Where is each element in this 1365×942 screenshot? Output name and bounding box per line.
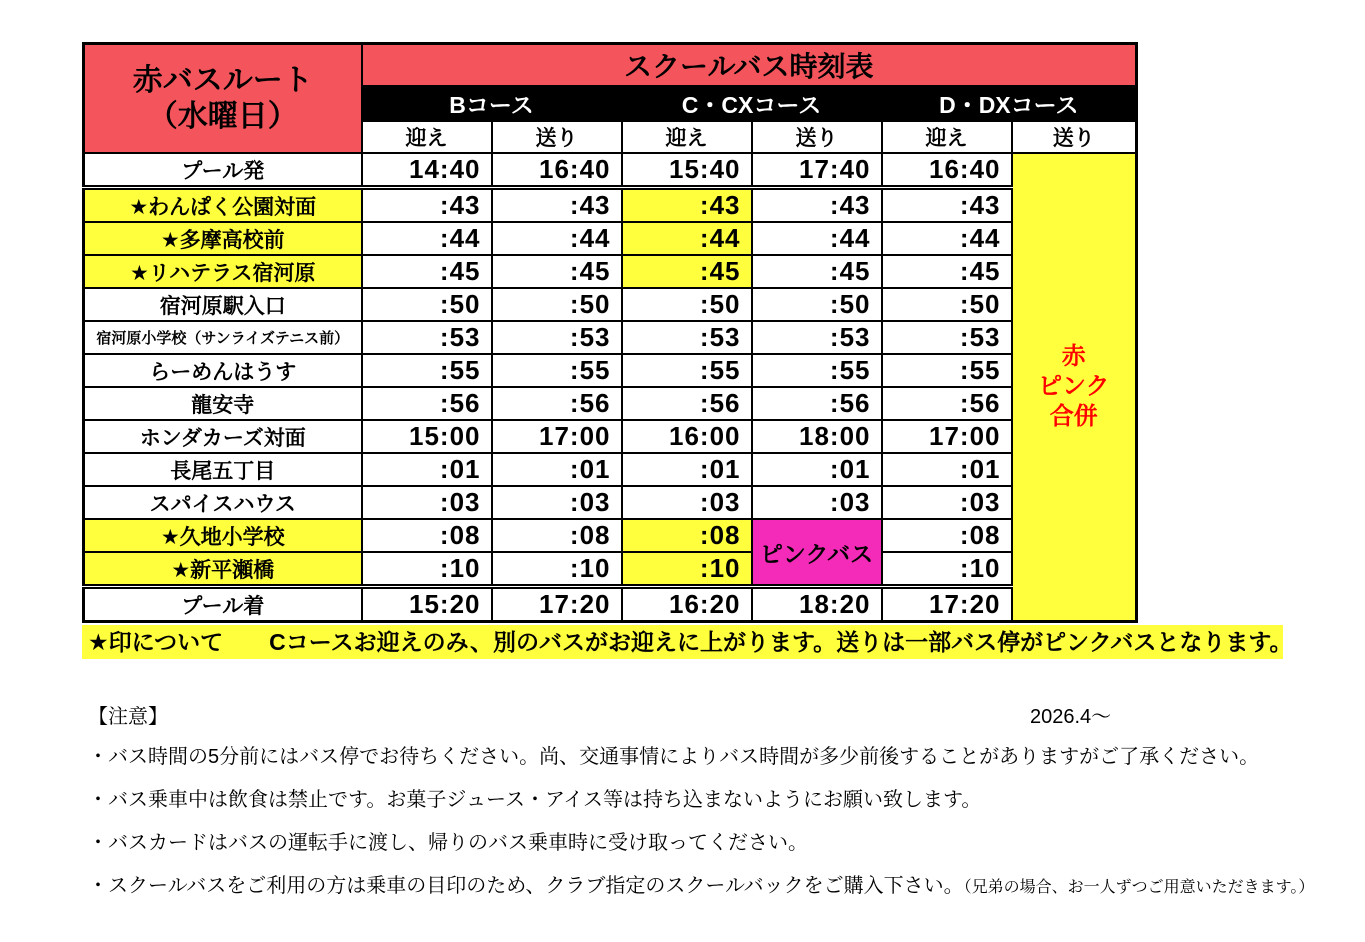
time-cell: :03: [362, 486, 492, 519]
route-title-line2: （水曜日）: [147, 99, 298, 133]
notes-section: [88, 703, 1314, 915]
time-cell: :43: [882, 188, 1012, 223]
time-cell: :56: [882, 387, 1012, 420]
note-item: [88, 786, 1314, 816]
time-cell: :55: [492, 354, 622, 387]
dir-c-dropoff: 送り: [752, 121, 882, 153]
dir-b-dropoff: 送り: [492, 121, 622, 153]
stop-name-cell: ★久地小学校: [84, 519, 362, 552]
timetable-header: [84, 44, 1137, 154]
note-text: ・バスカードはバスの運転手に渡し、帰りのバス乗車時に受け取ってください。: [88, 832, 808, 854]
time-cell: 16:20: [622, 587, 752, 622]
time-cell: :01: [752, 453, 882, 486]
course-header-c: C・CXコース: [622, 86, 882, 121]
stop-name-cell: らーめんはうす: [84, 354, 362, 387]
time-cell: :44: [492, 222, 622, 255]
note-text: ・バス時間の5分前にはバス停でお待ちください。尚、交通事情によりバス時間が多少前後することがありますがご了承ください。: [88, 746, 1260, 768]
time-cell: 17:40: [752, 153, 882, 188]
time-cell: :45: [492, 255, 622, 288]
time-cell: :08: [362, 519, 492, 552]
time-cell: :56: [752, 387, 882, 420]
time-cell: :53: [622, 321, 752, 354]
route-title-cell: [84, 44, 362, 154]
time-cell: :45: [882, 255, 1012, 288]
time-cell: :44: [752, 222, 882, 255]
time-cell: 16:40: [882, 153, 1012, 188]
time-cell: :44: [622, 222, 752, 255]
stop-name-cell: 長尾五丁目: [84, 453, 362, 486]
time-cell: :55: [882, 354, 1012, 387]
table-row: [84, 222, 1137, 255]
time-cell: :50: [752, 288, 882, 321]
table-row: [84, 420, 1137, 453]
time-cell: 15:00: [362, 420, 492, 453]
time-cell: :10: [362, 552, 492, 587]
effective-date: 2026.4～: [1030, 706, 1112, 728]
time-cell: :53: [882, 321, 1012, 354]
time-cell: :03: [882, 486, 1012, 519]
time-cell: 17:00: [882, 420, 1012, 453]
time-cell: :45: [752, 255, 882, 288]
time-cell: :01: [882, 453, 1012, 486]
time-cell: :01: [362, 453, 492, 486]
notes-header-row: [88, 703, 1288, 731]
time-cell: 18:20: [752, 587, 882, 622]
table-row: [84, 255, 1137, 288]
time-cell: :45: [362, 255, 492, 288]
stop-name-cell: ★リハテラス宿河原: [84, 255, 362, 288]
dir-b-pickup: 迎え: [362, 121, 492, 153]
time-cell: :10: [622, 552, 752, 587]
time-cell: :53: [362, 321, 492, 354]
time-cell: 17:20: [492, 587, 622, 622]
timetable-section: [82, 42, 1293, 659]
table-row: [84, 188, 1137, 223]
time-cell: :53: [492, 321, 622, 354]
table-row: [84, 486, 1137, 519]
time-cell: :56: [622, 387, 752, 420]
star-footnote: ★印について Cコースお迎えのみ、別のバスがお迎えに上がります。送りは一部バス停がピンクバスとなります。: [82, 625, 1283, 659]
route-title-line1: 赤バスルート: [132, 63, 313, 97]
stop-name-cell: 宿河原小学校（サンライズテニス前）: [84, 321, 362, 354]
time-cell: :53: [752, 321, 882, 354]
dir-d-dropoff: 送り: [1012, 121, 1137, 153]
note-item: [88, 743, 1314, 773]
table-row: [84, 519, 1137, 552]
table-row: [84, 387, 1137, 420]
time-cell: :56: [362, 387, 492, 420]
time-cell: :03: [622, 486, 752, 519]
table-row: [84, 552, 1137, 587]
time-cell: :08: [492, 519, 622, 552]
note-item: [88, 829, 1314, 859]
time-cell: :44: [882, 222, 1012, 255]
time-cell: :01: [492, 453, 622, 486]
stop-name-cell: プール発: [84, 153, 362, 188]
pink-bus-cell: ピンクバス: [752, 519, 882, 587]
note-text: ・バス乗車中は飲食は禁止です。お菓子ジュース・アイス等は持ち込まないようにお願い致します。: [88, 789, 982, 811]
time-cell: :43: [492, 188, 622, 223]
time-cell: :43: [362, 188, 492, 223]
stop-name-cell: ★新平瀬橋: [84, 552, 362, 587]
time-cell: 14:40: [362, 153, 492, 188]
note-text: ・スクールバスをご利用の方は乗車の目印のため、クラブ指定のスクールバックをご購入下さい。: [88, 875, 964, 897]
time-cell: :56: [492, 387, 622, 420]
time-cell: :55: [362, 354, 492, 387]
course-header-d: D・DXコース: [882, 86, 1137, 121]
time-cell: :50: [622, 288, 752, 321]
stop-name-cell: ★わんぱく公園対面: [84, 188, 362, 223]
time-cell: :03: [752, 486, 882, 519]
time-cell: 16:00: [622, 420, 752, 453]
merge-note-line: 赤: [1061, 343, 1086, 370]
time-cell: :55: [752, 354, 882, 387]
table-row: [84, 288, 1137, 321]
table-title: スクールバス時刻表: [362, 44, 1137, 87]
time-cell: :08: [622, 519, 752, 552]
time-cell: :03: [492, 486, 622, 519]
table-row: [84, 153, 1137, 188]
time-cell: :43: [622, 188, 752, 223]
time-cell: :50: [362, 288, 492, 321]
stop-name-cell: 宿河原駅入口: [84, 288, 362, 321]
stop-name-cell: スパイスハウス: [84, 486, 362, 519]
time-cell: :50: [492, 288, 622, 321]
time-cell: 16:40: [492, 153, 622, 188]
merge-note-line: ピンク: [1038, 373, 1110, 400]
time-cell: 15:40: [622, 153, 752, 188]
notes-heading: 【注意】: [88, 706, 168, 728]
stop-name-cell: 龍安寺: [84, 387, 362, 420]
merge-note-cell: [1012, 153, 1137, 622]
time-cell: :50: [882, 288, 1012, 321]
time-cell: 17:00: [492, 420, 622, 453]
stop-name-cell: ★多摩高校前: [84, 222, 362, 255]
table-row: [84, 354, 1137, 387]
table-row: [84, 587, 1137, 622]
time-cell: :10: [882, 552, 1012, 587]
time-cell: 15:20: [362, 587, 492, 622]
time-cell: :01: [622, 453, 752, 486]
timetable-body: [84, 153, 1137, 622]
table-row: [84, 453, 1137, 486]
dir-c-pickup: 迎え: [622, 121, 752, 153]
bus-timetable: [82, 42, 1138, 623]
time-cell: :43: [752, 188, 882, 223]
time-cell: 18:00: [752, 420, 882, 453]
note-subtext: （兄弟の場合、お一人ずつご用意いただきます。）: [963, 879, 1315, 896]
table-row: [84, 321, 1137, 354]
merge-note-line: 合併: [1049, 403, 1098, 430]
time-cell: :44: [362, 222, 492, 255]
note-item: [88, 872, 1314, 902]
time-cell: :08: [882, 519, 1012, 552]
stop-name-cell: プール着: [84, 587, 362, 622]
title-row: [84, 44, 1137, 87]
course-header-b: Bコース: [362, 86, 622, 121]
dir-d-pickup: 迎え: [882, 121, 1012, 153]
time-cell: :55: [622, 354, 752, 387]
time-cell: :45: [622, 255, 752, 288]
stop-name-cell: ホンダカーズ対面: [84, 420, 362, 453]
time-cell: :10: [492, 552, 622, 587]
time-cell: 17:20: [882, 587, 1012, 622]
